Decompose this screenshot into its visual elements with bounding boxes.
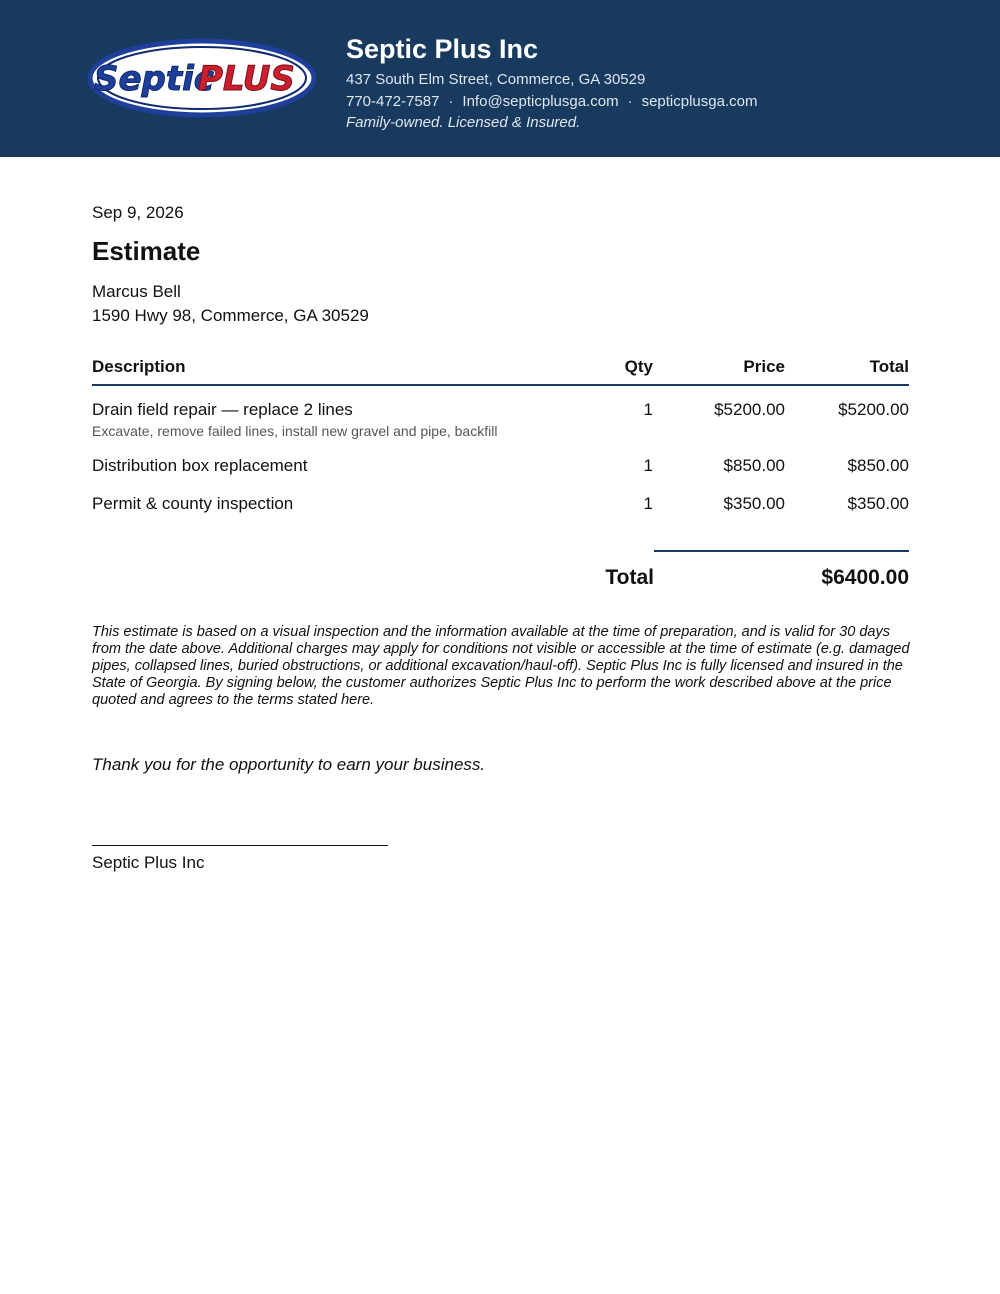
contact-separator: · [627, 93, 633, 110]
company-phone: 770-472-7587 [346, 93, 440, 110]
item-description: Distribution box replacement [92, 456, 308, 475]
signer-name: Septic Plus Inc [92, 853, 205, 872]
item-price: $850.00 [723, 456, 785, 475]
table-header [92, 352, 909, 386]
item-price: $5200.00 [714, 400, 785, 419]
company-tagline: Family-owned. Licensed & Insured. [346, 114, 581, 131]
thank-you-note: Thank you for the opportunity to earn your business. [92, 755, 486, 774]
item-total: $850.00 [847, 456, 909, 475]
estimate-date: Sep 9, 2026 [92, 203, 184, 222]
item-description: Permit & county inspection [92, 494, 294, 513]
company-name: Septic Plus Inc [346, 34, 539, 64]
header-price: Price [743, 357, 785, 376]
table-row [92, 494, 909, 532]
document-title: Estimate [92, 236, 201, 266]
item-total: $5200.00 [838, 400, 909, 419]
company-logo [86, 36, 322, 122]
item-price: $350.00 [723, 494, 785, 513]
signature-line [92, 845, 388, 846]
item-detail: Excavate, remove failed lines, install new gravel and pipe, backfill [92, 423, 498, 439]
header-description: Description [92, 357, 186, 376]
table-row [92, 456, 909, 494]
customer-name: Marcus Bell [92, 282, 181, 301]
item-description: Drain field repair — replace 2 lines [92, 400, 353, 419]
company-header [0, 0, 1000, 157]
header-qty: Qty [624, 357, 653, 376]
line-items-table [92, 352, 909, 532]
company-website: septicplusga.com [641, 93, 758, 110]
logo-text-septic: Septic [94, 59, 214, 99]
item-qty: 1 [643, 494, 653, 513]
customer-address: 1590 Hwy 98, Commerce, GA 30529 [92, 306, 369, 325]
table-row [92, 400, 909, 456]
company-contact [346, 93, 757, 110]
contact-separator: · [448, 93, 454, 110]
total-amount: $6400.00 [821, 566, 909, 589]
header-total: Total [869, 357, 909, 376]
item-total: $350.00 [847, 494, 909, 513]
logo-text-plus: PLUS [198, 59, 295, 99]
item-qty: 1 [643, 456, 653, 475]
total-label: Total [605, 566, 654, 589]
company-email: Info@septicplusga.com [462, 93, 619, 110]
terms-text: This estimate is based on a visual inspection and the information available at the time of preparation, and is valid for 30 days from the date above. Additional charges may apply for conditions not visible or accessible at the time of estimate (e.g. damaged pipes, collapsed lines, buried obstructions, or additional excavation/haul-off). Septic Plus Inc is fully licensed and insured in the State of Georgia. By signing below, the customer authorizes Septic Plus Inc to perform the work described above at the price quoted and agrees to the terms stated here. [92, 624, 910, 708]
total-divider [654, 550, 909, 552]
item-qty: 1 [643, 400, 653, 419]
company-address: 437 South Elm Street, Commerce, GA 30529 [346, 71, 646, 88]
